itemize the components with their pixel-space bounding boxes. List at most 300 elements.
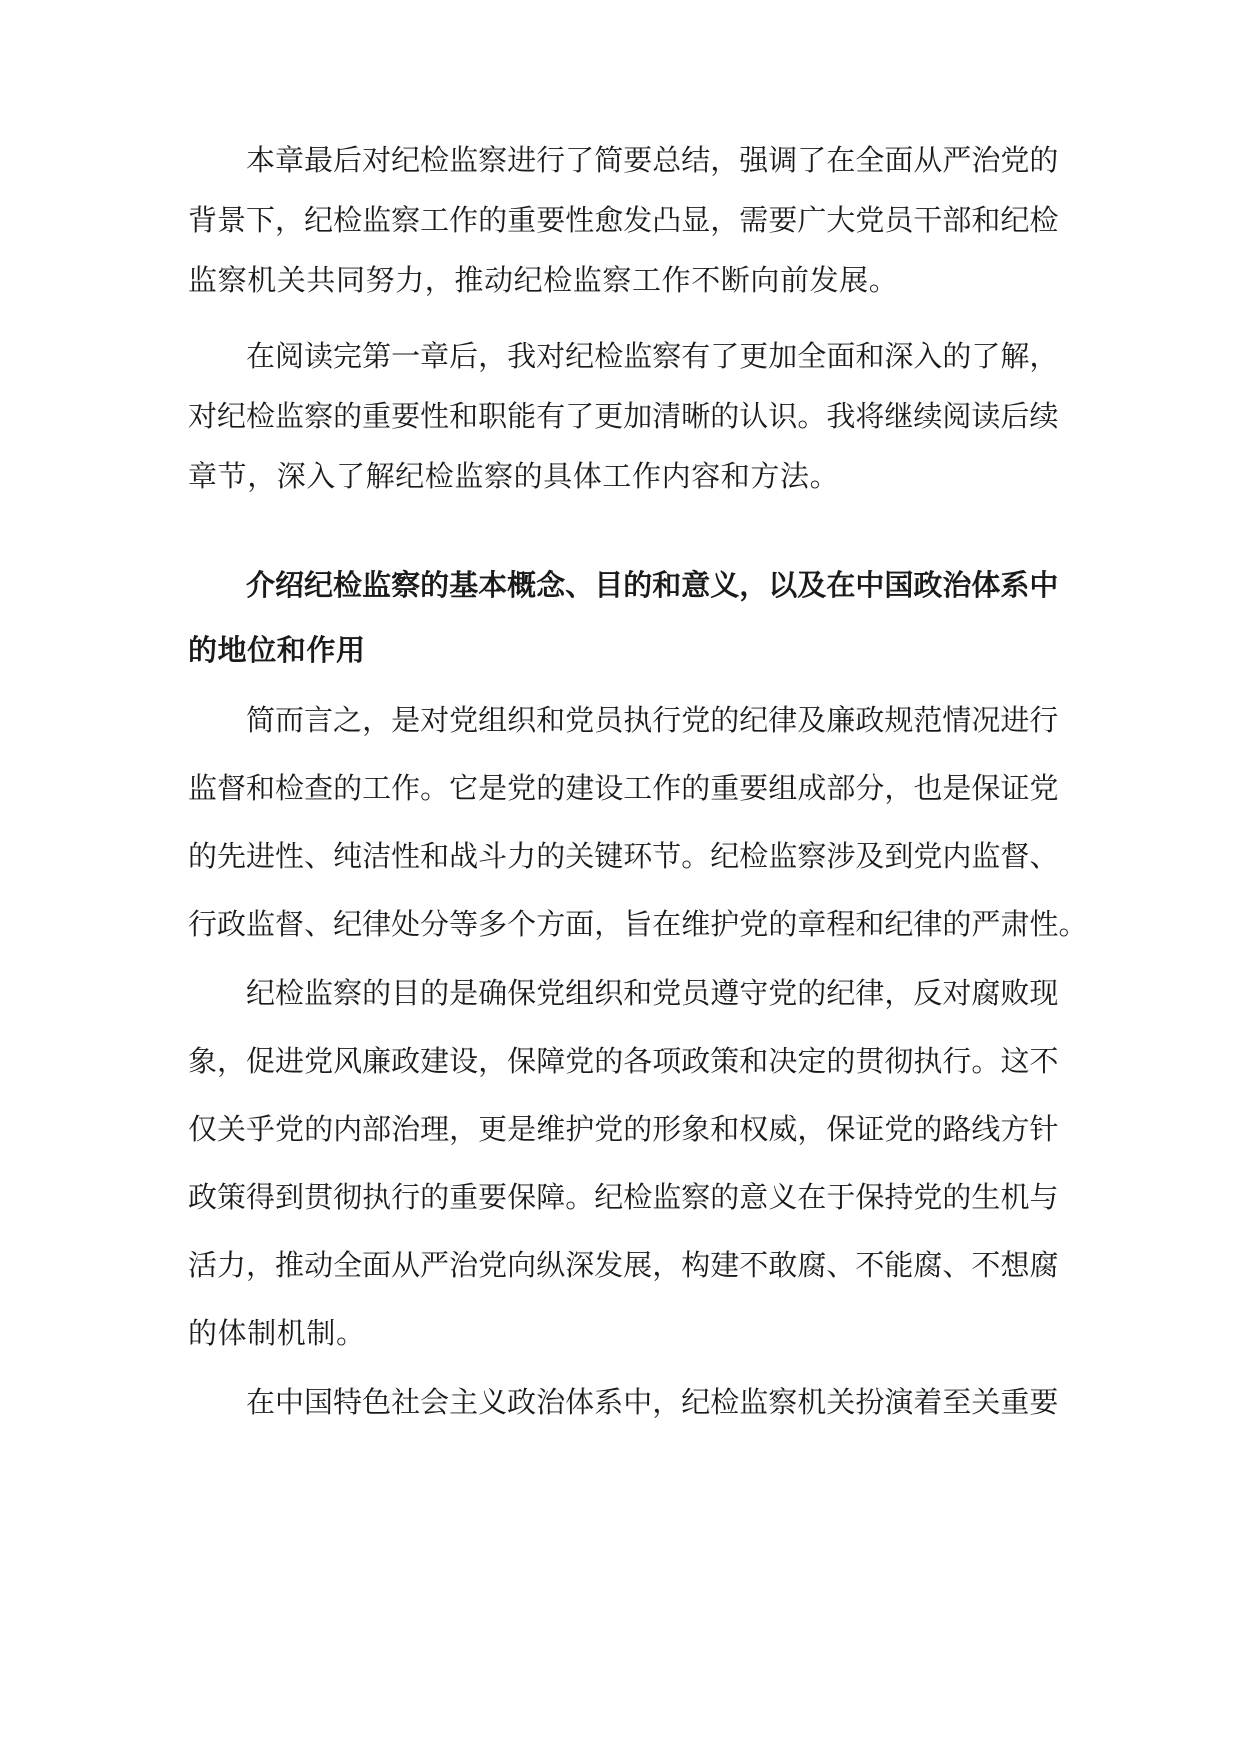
line-text-char: 进 <box>275 1044 305 1078</box>
line-text-char: 党 <box>739 907 769 941</box>
line-text-char: 这 <box>1000 1044 1030 1078</box>
line-text-char: 键 <box>594 839 624 873</box>
line-text-char: 要 <box>391 399 421 433</box>
line-text-char: 组 <box>768 771 798 805</box>
line-text-char: 部 <box>942 203 972 237</box>
line-text-char: 的 <box>942 339 972 373</box>
heading-text-char: 在 <box>826 568 856 602</box>
line-text-char: 性 <box>1029 907 1059 941</box>
line-text-char: 义 <box>478 1385 508 1419</box>
line-text-char: 全 <box>855 143 885 177</box>
line-text-char: 方 <box>1000 1112 1030 1146</box>
line-text-char: 大 <box>826 203 856 237</box>
line-text-char: 广 <box>797 203 827 237</box>
line-text-char: 清 <box>652 399 682 433</box>
line-text-char: 工 <box>420 203 450 237</box>
line-text-char: 监 <box>971 839 1001 873</box>
line-text-char: ， <box>449 1112 479 1146</box>
line-text-char: ， <box>652 1248 682 1282</box>
line-text-char: 洁 <box>362 839 392 873</box>
line-text-char: 党 <box>768 976 798 1010</box>
heading-text-char: 中 <box>1029 568 1059 602</box>
line-text-char: 要 <box>1029 1385 1059 1419</box>
line-text-char: 在 <box>826 143 856 177</box>
line-text-char: 党 <box>884 1112 914 1146</box>
line-text-char: 的 <box>826 1044 856 1078</box>
line-text-char: 纪 <box>565 339 595 373</box>
line-text-char: 监 <box>623 339 653 373</box>
line-text-char: 发 <box>623 203 653 237</box>
line-text-char: 展 <box>623 1248 653 1282</box>
line-text-char: 阅 <box>275 339 305 373</box>
line-text-char: 的 <box>710 703 740 737</box>
line-text-char: 行 <box>942 1044 972 1078</box>
heading-text-char: 本 <box>478 568 508 602</box>
line-text-char: 政 <box>681 1044 711 1078</box>
line-text-char: 监 <box>246 907 276 941</box>
line-text-char: 风 <box>333 1044 363 1078</box>
line-text-char: ， <box>246 1248 276 1282</box>
line-text-char: 和 <box>449 399 479 433</box>
line-text-char: 我 <box>507 339 537 373</box>
line-text-char: 和 <box>246 771 276 805</box>
line-text-char: 特 <box>333 1385 363 1419</box>
line-text-char: 愈 <box>594 203 624 237</box>
line-text-char: 进 <box>246 839 276 873</box>
heading-text-char: 意 <box>681 568 711 602</box>
line-text-char: 至 <box>942 1385 972 1419</box>
line-text-char: 对 <box>536 339 566 373</box>
line-text-char: 活 <box>188 1248 218 1282</box>
line-text-char: 读 <box>304 339 334 373</box>
line-text-char: 保 <box>507 1180 537 1214</box>
line-text: 章节，深入了解纪检监察的具体工作内容和方法。 <box>188 459 840 493</box>
line-text-char: 作 <box>449 203 479 237</box>
line-text-char: 员 <box>681 976 711 1010</box>
line-text-char: 检 <box>275 771 305 805</box>
line-text-char: 色 <box>362 1385 392 1419</box>
line-text-char: 显 <box>681 203 711 237</box>
line-text-char: 护 <box>565 1112 595 1146</box>
line-text-char: 入 <box>913 339 943 373</box>
line-text-char: 读 <box>971 399 1001 433</box>
line-text-char: 的 <box>942 1180 972 1214</box>
line-text-char: 扮 <box>855 1385 885 1419</box>
line-text-char: 党 <box>913 839 943 873</box>
line-text-char: 等 <box>449 907 479 941</box>
line-text-char: 严 <box>420 1248 450 1282</box>
line-text-char: 后 <box>333 143 363 177</box>
line-text-char: 设 <box>449 1044 479 1078</box>
heading-text-char: 系 <box>1000 568 1030 602</box>
line-text-char: 社 <box>391 1385 421 1419</box>
line-text-char: 监 <box>739 1385 769 1419</box>
line-text-char: 是 <box>507 1112 537 1146</box>
line-text-char: 力 <box>507 839 537 873</box>
line-text-char: 重 <box>1000 1385 1030 1419</box>
line-text-char: 加 <box>623 399 653 433</box>
line-text-char: 不 <box>971 1248 1001 1282</box>
line-text-char: 纪 <box>246 976 276 1010</box>
line-text-char: 一 <box>391 339 421 373</box>
line-text-char: 演 <box>884 1385 914 1419</box>
line-text-char: 彻 <box>884 1044 914 1078</box>
line-text-char: 员 <box>884 203 914 237</box>
line-text-char: 党 <box>449 703 479 737</box>
line-text-char: 分 <box>420 907 450 941</box>
line-text-char: 督 <box>217 771 247 805</box>
line-text-char: 成 <box>797 771 827 805</box>
line-text-char: 政 <box>217 907 247 941</box>
line-text-char: 律 <box>362 907 392 941</box>
line-text-char: 会 <box>420 1385 450 1419</box>
line-text-char: 程 <box>826 907 856 941</box>
line-text-char: 后 <box>1000 399 1030 433</box>
line-text-char: 深 <box>565 1248 595 1282</box>
line-text-char: 监 <box>652 1180 682 1214</box>
line-text-char: 及 <box>855 839 885 873</box>
line-text-char: 更 <box>594 399 624 433</box>
line-text-char: 、 <box>942 1248 972 1282</box>
line-text-char: 要 <box>768 203 798 237</box>
line-text-char: 关 <box>826 1385 856 1419</box>
line-text-char: 性 <box>275 839 305 873</box>
heading-text-char: 以 <box>768 568 798 602</box>
line-text-char: 从 <box>913 143 943 177</box>
line-text-char: 象 <box>188 1044 218 1078</box>
line-text-char: 监 <box>362 203 392 237</box>
line-text-char: 和 <box>855 907 885 941</box>
line-text-char: 了 <box>565 399 595 433</box>
line-text-char: 建 <box>565 771 595 805</box>
line-text-char: 织 <box>594 976 624 1010</box>
line-text-char: 不 <box>855 1248 885 1282</box>
paragraph-3-line-1 <box>246 700 1058 740</box>
line-text-char: 在 <box>652 907 682 941</box>
line-text-char: 与 <box>1029 1180 1059 1214</box>
line-text-char: 察 <box>652 339 682 373</box>
line-text-char: 政 <box>391 1044 421 1078</box>
line-text-char: 性 <box>565 203 595 237</box>
heading-text-char: 、 <box>565 568 595 602</box>
line-text-char: 内 <box>942 839 972 873</box>
line-text-char: 纪 <box>739 703 769 737</box>
line-text-char: 检 <box>420 143 450 177</box>
line-text-char: 权 <box>739 1112 769 1146</box>
line-text-char: 腐 <box>1029 1248 1059 1282</box>
line-text-char: 检 <box>333 203 363 237</box>
heading-text-char: 念 <box>536 568 566 602</box>
line-text-char: 况 <box>971 703 1001 737</box>
line-text-char: 着 <box>913 1385 943 1419</box>
line-text-char: 。 <box>681 839 711 873</box>
line-text-char: 作 <box>652 771 682 805</box>
line-text-char: 组 <box>565 976 595 1010</box>
line-text-char: 策 <box>217 1180 247 1214</box>
line-text-char: 重 <box>362 399 392 433</box>
line-text-char: 员 <box>594 703 624 737</box>
line-text-char: 察 <box>478 143 508 177</box>
line-text-char: 政 <box>507 1385 537 1419</box>
section-heading-line-1 <box>246 565 1058 605</box>
line-text-char: 纪 <box>710 839 740 873</box>
line-text-char: 解 <box>1000 339 1030 373</box>
paragraph-1-line-3 <box>188 260 1058 300</box>
line-text-char: 我 <box>826 399 856 433</box>
line-text-char: 章 <box>275 143 305 177</box>
paragraph-4-line-1 <box>246 973 1058 1013</box>
line-text-char: 败 <box>1000 976 1030 1010</box>
line-text-char: 检 <box>710 1385 740 1419</box>
line-text-char: 对 <box>420 703 450 737</box>
line-text-char: 及 <box>797 703 827 737</box>
line-text-char: 各 <box>623 1044 653 1078</box>
line-text-char: 治 <box>971 143 1001 177</box>
line-text-char: 和 <box>536 703 566 737</box>
line-text-char: 在 <box>246 1385 276 1419</box>
line-text-char: 肃 <box>1000 907 1030 941</box>
line-text-char: 构 <box>681 1248 711 1282</box>
line-text-char: 结 <box>681 143 711 177</box>
line-text-char: 守 <box>739 976 769 1010</box>
line-text-char: 的 <box>536 839 566 873</box>
line-text-char: 监 <box>275 399 305 433</box>
line-text-char: 敢 <box>768 1248 798 1282</box>
line-text-char: 建 <box>420 1044 450 1078</box>
line-text-char: 贯 <box>304 1180 334 1214</box>
heading-text-char: 目 <box>594 568 624 602</box>
line-text-char: 党 <box>275 1112 305 1146</box>
line-text-char: 本 <box>246 143 276 177</box>
line-text-char: 多 <box>478 907 508 941</box>
paragraph-2-line-3 <box>188 456 1058 496</box>
line-text-char: 的 <box>594 1044 624 1078</box>
line-text-char: 面 <box>884 143 914 177</box>
line-text-char: 的 <box>333 399 363 433</box>
line-text-char: 党 <box>681 703 711 737</box>
line-text-char: 、 <box>1029 839 1059 873</box>
line-text-char: 治 <box>391 1112 421 1146</box>
line-text-char: 更 <box>739 339 769 373</box>
line-text-char: ， <box>594 907 624 941</box>
line-text-char: 生 <box>971 1180 1001 1214</box>
line-text-char: 动 <box>304 1248 334 1282</box>
line-text-char: 了 <box>797 143 827 177</box>
line-text-char: 腐 <box>913 1248 943 1282</box>
line-text-char: 机 <box>1000 1180 1030 1214</box>
line-text-char: 能 <box>507 399 537 433</box>
line-text-char: 有 <box>536 399 566 433</box>
line-text: 监察机关共同努力，推动纪检监察工作不断向前发展。 <box>188 263 899 297</box>
line-text-char: 不 <box>739 1248 769 1282</box>
line-text-char: 的 <box>362 976 392 1010</box>
line-text-char: 中 <box>623 1385 653 1419</box>
line-text-char: 简 <box>246 703 276 737</box>
line-text-char: 进 <box>507 143 537 177</box>
line-text-char: 下 <box>246 203 276 237</box>
line-text-char: 纪 <box>391 143 421 177</box>
line-text-char: 到 <box>884 839 914 873</box>
line-text-char: 在 <box>246 339 276 373</box>
line-text-char: 能 <box>884 1248 914 1282</box>
line-text-char: 的 <box>478 203 508 237</box>
line-text-char: 证 <box>855 1112 885 1146</box>
line-text-char: 线 <box>971 1112 1001 1146</box>
line-text-char: 组 <box>478 703 508 737</box>
heading-text-char: 政 <box>913 568 943 602</box>
line-text-char: 察 <box>391 203 421 237</box>
line-text-char: 范 <box>913 703 943 737</box>
line-text-char: 纪 <box>333 907 363 941</box>
line-text-char: 监 <box>449 143 479 177</box>
line-text-char: 个 <box>507 907 537 941</box>
line-text-char: 于 <box>826 1180 856 1214</box>
line-text-char: 有 <box>681 339 711 373</box>
line-text-char: 续 <box>913 399 943 433</box>
line-text-char: 纪 <box>826 976 856 1010</box>
paragraph-2-line-1 <box>246 336 1058 376</box>
line-text-char: 对 <box>188 399 218 433</box>
line-text-char: 的 <box>710 399 740 433</box>
line-text-char: 机 <box>797 1385 827 1419</box>
line-text-char: 督 <box>275 907 305 941</box>
heading-text-char: 体 <box>971 568 1001 602</box>
line-text-char: 的 <box>304 1112 334 1146</box>
line-text-char: 廉 <box>826 703 856 737</box>
line-text-char: 涉 <box>826 839 856 873</box>
line-text-char: 威 <box>768 1112 798 1146</box>
paragraph-2-line-2 <box>188 396 1058 436</box>
line-text-char: 斗 <box>478 839 508 873</box>
line-text-char: 的 <box>188 839 218 873</box>
paragraph-4-line-5 <box>188 1245 1058 1285</box>
line-text-char: 战 <box>449 839 479 873</box>
line-text-char: 彻 <box>333 1180 363 1214</box>
heading-text-char: 的 <box>420 568 450 602</box>
line-text-char: 察 <box>681 1180 711 1214</box>
line-text-char: 证 <box>1000 771 1030 805</box>
line-text-char: 政 <box>188 1180 218 1214</box>
line-text-char: 主 <box>449 1385 479 1419</box>
line-text-char: 纪 <box>681 1385 711 1419</box>
line-text-char: 和 <box>855 339 885 373</box>
line-text-char: 和 <box>623 976 653 1010</box>
line-text-char: ， <box>884 976 914 1010</box>
line-text-char: 言 <box>304 703 334 737</box>
paragraph-4-line-4 <box>188 1177 1058 1217</box>
line-text-char: 严 <box>942 143 972 177</box>
line-text-char: ， <box>884 771 914 805</box>
line-text-char: 行 <box>1029 703 1059 737</box>
line-text-char: 和 <box>420 839 450 873</box>
line-text-char: 关 <box>565 839 595 873</box>
line-text-char: ， <box>710 143 740 177</box>
line-text-char: 章 <box>797 907 827 941</box>
line-text: 的体制机制。 <box>188 1316 366 1350</box>
heading-text-char: 的 <box>623 568 653 602</box>
line-text-char: 治 <box>449 1248 479 1282</box>
line-text-char: 廉 <box>362 1044 392 1078</box>
line-text-char: 策 <box>710 1044 740 1078</box>
line-text-char: 关 <box>971 1385 1001 1419</box>
line-text-char: 部 <box>826 771 856 805</box>
line-text-char: 党 <box>652 976 682 1010</box>
heading-text-char: 绍 <box>275 568 305 602</box>
line-text-char: 想 <box>1000 1248 1030 1282</box>
paragraph-1-line-1 <box>246 140 1058 180</box>
line-text-char: 乎 <box>246 1112 276 1146</box>
paragraph-5-line-1 <box>246 1382 1058 1422</box>
line-text-char: 党 <box>536 976 566 1010</box>
line-text-char: 保 <box>855 1180 885 1214</box>
line-text-char: 监 <box>188 771 218 805</box>
line-text-char: 要 <box>478 1180 508 1214</box>
line-text-char: 察 <box>333 976 363 1010</box>
line-text-char: 作 <box>391 771 421 805</box>
line-text-char: 情 <box>942 703 972 737</box>
heading-text-char: 监 <box>362 568 392 602</box>
line-text-char: 的 <box>942 907 972 941</box>
line-text-char: 护 <box>710 907 740 941</box>
heading-text-char: 纪 <box>304 568 334 602</box>
line-text-char: 针 <box>1029 1112 1059 1146</box>
heading-text-char: 检 <box>333 568 363 602</box>
line-text-char: 总 <box>652 143 682 177</box>
line-text-char: 更 <box>478 1112 508 1146</box>
line-text-char: ， <box>362 703 392 737</box>
line-text-char: 而 <box>275 703 305 737</box>
line-text-char: 工 <box>362 771 392 805</box>
line-text-char: 监 <box>768 839 798 873</box>
line-text-char: 保 <box>507 1044 537 1078</box>
heading-text-char: 国 <box>884 568 914 602</box>
line-text-char: 纪 <box>1000 203 1030 237</box>
line-text-char: 。 <box>565 1180 595 1214</box>
line-text-char: 它 <box>449 771 479 805</box>
line-text-char: 先 <box>217 839 247 873</box>
line-text-char: 定 <box>797 1044 827 1078</box>
paragraph-3-line-2 <box>188 768 1058 808</box>
line-text-char: 纯 <box>333 839 363 873</box>
line-text-char: 了 <box>565 143 595 177</box>
line-text-char: 党 <box>1029 771 1059 805</box>
line-text-char: 对 <box>362 143 392 177</box>
line-text-char: 从 <box>391 1248 421 1282</box>
line-text-char: 部 <box>362 1112 392 1146</box>
line-text-char: 行 <box>652 703 682 737</box>
line-text-char: 监 <box>304 976 334 1010</box>
line-text-char: 贯 <box>855 1044 885 1078</box>
line-text-char: 象 <box>681 1112 711 1146</box>
line-text-char: 理 <box>420 1112 450 1146</box>
line-text-char: 党 <box>507 771 537 805</box>
line-text-char: 是 <box>942 771 972 805</box>
line-text-char: ， <box>710 203 740 237</box>
line-text-char: 维 <box>536 1112 566 1146</box>
line-text-char: 工 <box>623 771 653 805</box>
line-text-char: 保 <box>826 1112 856 1146</box>
line-text-char: 维 <box>681 907 711 941</box>
line-text-char: 重 <box>449 1180 479 1214</box>
line-text-char: 识 <box>768 399 798 433</box>
paragraph-3-line-4 <box>188 904 1088 944</box>
line-text-char: 性 <box>391 839 421 873</box>
line-text-char: 织 <box>507 703 537 737</box>
line-text-char: 发 <box>594 1248 624 1282</box>
line-text-char: 决 <box>768 1044 798 1078</box>
line-text-char: 最 <box>304 143 334 177</box>
line-text-char: 察 <box>768 1385 798 1419</box>
